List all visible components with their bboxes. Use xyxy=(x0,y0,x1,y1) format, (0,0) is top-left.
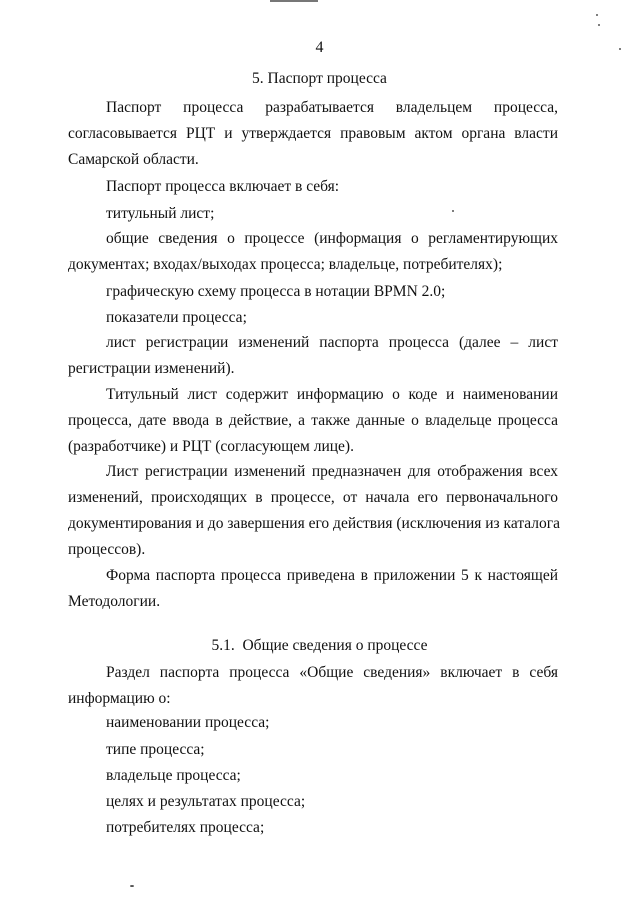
paragraph-passport-approval xyxy=(68,95,558,173)
text-line: Паспорт процесса разрабатывается владельцем процесса, xyxy=(106,99,558,116)
scan-speck xyxy=(598,24,600,26)
text-line: изменений, происходящих в процессе, от начала его первоначального xyxy=(68,489,558,506)
text-line: документирования и до завершения его действия (исключения из каталога xyxy=(68,515,561,532)
scan-speck xyxy=(452,210,454,212)
text-line: Титульный лист содержит информацию о коде и наименовании xyxy=(106,386,558,403)
text-line: процесса, дате ввода в действие, а также данные о владельце процесса xyxy=(68,412,558,429)
item-title-sheet: титульный лист; xyxy=(106,205,215,222)
subsection-title: 5.1. Общие сведения о процессе xyxy=(211,637,428,654)
scan-speck xyxy=(619,48,621,50)
text-line: Лист регистрации изменений предназначен для отображения всех xyxy=(106,463,558,480)
page-number: 4 xyxy=(315,39,324,56)
includes-intro: Паспорт процесса включает в себя: xyxy=(106,178,340,195)
text-line: общие сведения о процессе (информация о регламентирующих xyxy=(106,230,558,247)
section-title: 5. Паспорт процесса xyxy=(252,70,387,87)
paragraph-title-sheet xyxy=(68,382,558,460)
text-line: (разработчике) и РЦТ (согласующем лице). xyxy=(68,438,354,455)
item-bpmn-diagram: графическую схему процесса в нотации BPMN 2.0; xyxy=(106,283,446,300)
paragraph-form-reference xyxy=(68,563,558,615)
text-line: информацию о: xyxy=(68,690,171,707)
list-item: владельце процесса; xyxy=(106,767,241,784)
text-line: Раздел паспорта процесса «Общие сведения» включает в себя xyxy=(106,664,558,681)
paragraph-change-sheet xyxy=(68,459,561,563)
text-line: документах; входах/выходах процесса; владельце, потребителях); xyxy=(68,256,503,273)
text-line: Форма паспорта процесса приведена в приложении 5 к настоящей xyxy=(106,567,558,584)
item-change-sheet xyxy=(68,330,558,382)
item-general-info xyxy=(68,226,558,278)
list-item: типе процесса; xyxy=(106,741,205,758)
scan-mark xyxy=(270,0,318,2)
list-item: потребителях процесса; xyxy=(106,819,265,836)
scan-speck xyxy=(130,885,134,887)
list-item: целях и результатах процесса; xyxy=(106,793,306,810)
text-line: Самарской области. xyxy=(68,151,199,168)
text-line: процессов). xyxy=(68,541,146,558)
list-item: наименовании процесса; xyxy=(106,714,270,731)
paragraph-general-section xyxy=(68,660,558,712)
text-line: Методологии. xyxy=(68,593,161,610)
text-line: регистрации изменений). xyxy=(68,360,235,377)
text-line: согласовывается РЦТ и утверждается правовым актом органа власти xyxy=(68,125,558,142)
text-line: лист регистрации изменений паспорта процесса (далее – лист xyxy=(106,334,558,351)
scan-speck xyxy=(596,14,598,16)
item-indicators: показатели процесса; xyxy=(106,309,247,326)
